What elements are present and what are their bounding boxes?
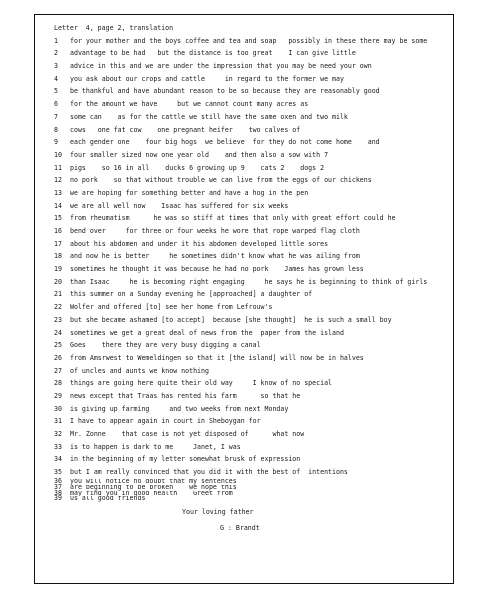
line-text: some can as for the cattle we still have the same oxen and two milk bbox=[70, 112, 348, 121]
text-line bbox=[54, 263, 444, 276]
text-line bbox=[54, 187, 444, 200]
line-number: 31 bbox=[54, 417, 62, 426]
line-text: news except that Traas has rented his farm so that he bbox=[70, 391, 301, 400]
text-line bbox=[54, 301, 444, 314]
text-line bbox=[54, 85, 444, 98]
line-text: four smaller sized now one year old and then also a sow with 7 bbox=[70, 150, 329, 159]
text-line bbox=[54, 377, 444, 390]
text-line bbox=[54, 35, 444, 48]
line-text: us all good friends bbox=[70, 496, 146, 503]
line-text: you ask about our crops and cattle in regard to the former we may bbox=[70, 74, 344, 83]
line-number: 7 bbox=[54, 112, 58, 121]
line-number: 11 bbox=[54, 163, 62, 172]
text-line bbox=[54, 174, 444, 187]
text-line bbox=[54, 403, 444, 416]
line-number: 5 bbox=[54, 87, 58, 96]
line-number: 35 bbox=[54, 468, 62, 477]
line-number: 13 bbox=[54, 188, 62, 197]
line-text: sometimes he thought it was because he had no pork James has grown less bbox=[70, 265, 364, 274]
line-number: 27 bbox=[54, 366, 62, 375]
line-text: in the beginning of my letter somewhat brusk of expression bbox=[70, 455, 301, 464]
line-text: is giving up farming and two weeks from next Monday bbox=[70, 404, 289, 413]
line-number: 2 bbox=[54, 49, 58, 58]
line-text: but she became ashamed [to accept] because [she thought] he is such a small boy bbox=[70, 315, 392, 324]
text-line bbox=[54, 149, 444, 162]
line-number: 21 bbox=[54, 290, 62, 299]
text-line bbox=[54, 276, 444, 289]
text-line bbox=[54, 339, 444, 352]
text-line bbox=[54, 111, 444, 124]
line-text: I have to appear again in court in Sheboygan for bbox=[70, 417, 261, 426]
line-text: be thankful and have abundant reason to be so because they are reasonably good bbox=[70, 87, 380, 96]
text-line bbox=[54, 352, 444, 365]
line-number: 6 bbox=[54, 100, 58, 109]
line-text: advice in this and we are under the impression that you may be need your own bbox=[70, 62, 372, 71]
line-number: 16 bbox=[54, 227, 62, 235]
text-line bbox=[54, 453, 444, 466]
line-number: 29 bbox=[54, 391, 62, 400]
line-number: 33 bbox=[54, 442, 62, 451]
line-text: Goes there they are very busy digging a canal bbox=[70, 341, 261, 350]
line-number: 3 bbox=[54, 62, 58, 71]
line-text: Mr. Zonne that case is not yet disposed of what now bbox=[70, 430, 305, 438]
line-number: 38 bbox=[54, 488, 62, 497]
line-number: 22 bbox=[54, 303, 62, 312]
line-text: no pork so that without trouble we can live from the eggs of our chickens bbox=[70, 176, 372, 185]
text-line bbox=[54, 60, 444, 73]
line-text: from rheumatism he was so stiff at times that only with great effort could he bbox=[70, 214, 396, 223]
line-text: are beginning to be broken we hope this bbox=[70, 484, 237, 491]
text-line bbox=[54, 314, 444, 327]
line-text: we are all well now Isaac has suffered for six weeks bbox=[70, 201, 289, 210]
line-text: about his abdomen and under it his abdomen developed little sores bbox=[70, 239, 329, 248]
text-line bbox=[54, 200, 444, 213]
line-text: is to happen is dark to me Janet, I was bbox=[70, 442, 241, 451]
text-line bbox=[54, 428, 444, 441]
line-text: things are going here quite their old way I know of no special bbox=[70, 379, 333, 388]
text-line bbox=[54, 47, 444, 60]
line-number: 9 bbox=[54, 138, 58, 147]
line-number: 12 bbox=[54, 176, 62, 185]
line-text: Wolfer and offered [to] see her home from Lefrouw's bbox=[70, 303, 273, 312]
line-text: advantage to be had but the distance is too great I can give little bbox=[70, 49, 356, 58]
line-text: bend over for three or four weeks he wore that rope warped flag cloth bbox=[70, 227, 360, 235]
line-number: 1 bbox=[54, 36, 58, 45]
closing-line: Your loving father bbox=[182, 508, 254, 517]
line-number: 28 bbox=[54, 379, 62, 388]
signature-line: G : Brandt bbox=[220, 524, 260, 532]
line-number: 15 bbox=[54, 214, 62, 223]
line-number: 10 bbox=[54, 150, 62, 159]
line-text: of uncles and aunts we know nothing bbox=[70, 366, 209, 375]
line-text: you will notice no doubt that my sentences bbox=[70, 478, 237, 485]
line-number: 34 bbox=[54, 455, 62, 464]
line-number: 23 bbox=[54, 315, 62, 324]
line-text: pigs so 16 in all ducks 6 growing up 9 cats 2 dogs 2 bbox=[70, 163, 325, 172]
text-line bbox=[54, 327, 444, 340]
text-line bbox=[54, 496, 444, 502]
line-text: each gender one four big hogs we believe for they do not come home and bbox=[70, 138, 380, 147]
letter-header: Letter 4, page 2, translation bbox=[54, 24, 174, 32]
text-line bbox=[54, 415, 444, 428]
text-line bbox=[54, 441, 444, 454]
line-number: 26 bbox=[54, 353, 62, 362]
line-number: 37 bbox=[54, 482, 62, 491]
line-number: 24 bbox=[54, 328, 62, 337]
line-text: we are hoping for something better and have a hog in the pen bbox=[70, 188, 309, 197]
line-number: 36 bbox=[54, 476, 62, 485]
letter-text bbox=[54, 22, 444, 535]
text-line bbox=[54, 238, 444, 251]
line-text: cows one fat cow one pregnant heifer two calves of bbox=[70, 125, 301, 134]
text-line bbox=[54, 365, 444, 378]
line-text: may find you in good health Greet from bbox=[70, 490, 233, 497]
line-text: sometimes we get a great deal of news from the paper from the island bbox=[70, 328, 344, 337]
line-text: but I am really convinced that you did it with the best of intentions bbox=[70, 468, 348, 477]
text-line bbox=[54, 225, 444, 238]
line-text: for your mother and the boys coffee and tea and soap possibly in these there may be some bbox=[70, 36, 428, 45]
text-line bbox=[54, 98, 444, 111]
text-line bbox=[54, 124, 444, 137]
line-number: 17 bbox=[54, 239, 62, 248]
text-line bbox=[54, 288, 444, 301]
text-line bbox=[54, 466, 444, 479]
line-number: 18 bbox=[54, 252, 62, 261]
line-number: 14 bbox=[54, 201, 62, 210]
line-number: 20 bbox=[54, 277, 62, 286]
line-number: 25 bbox=[54, 341, 62, 350]
line-number: 19 bbox=[54, 265, 62, 274]
line-text: this summer on a Sunday evening he [approached] a daughter of bbox=[70, 290, 313, 299]
line-number: 4 bbox=[54, 74, 58, 83]
text-line bbox=[54, 136, 444, 149]
line-list bbox=[54, 35, 444, 503]
line-text: from Amsrwest to Wemeldingen so that it [the island] will now be in halves bbox=[70, 353, 364, 362]
text-line bbox=[54, 212, 444, 225]
line-text: for the amount we have but we cannot count many acres as bbox=[70, 100, 309, 109]
text-line bbox=[54, 390, 444, 403]
line-text: than Isaac he is becoming right engaging he says he is beginning to think of girls bbox=[70, 277, 428, 286]
line-number: 39 bbox=[54, 494, 62, 503]
line-number: 8 bbox=[54, 125, 58, 134]
line-text: and now he is better he sometimes didn't know what he was ailing from bbox=[70, 252, 360, 261]
line-number: 32 bbox=[54, 430, 62, 438]
text-line bbox=[54, 162, 444, 175]
line-number: 30 bbox=[54, 404, 62, 413]
text-line bbox=[54, 250, 444, 263]
text-line bbox=[54, 73, 444, 86]
